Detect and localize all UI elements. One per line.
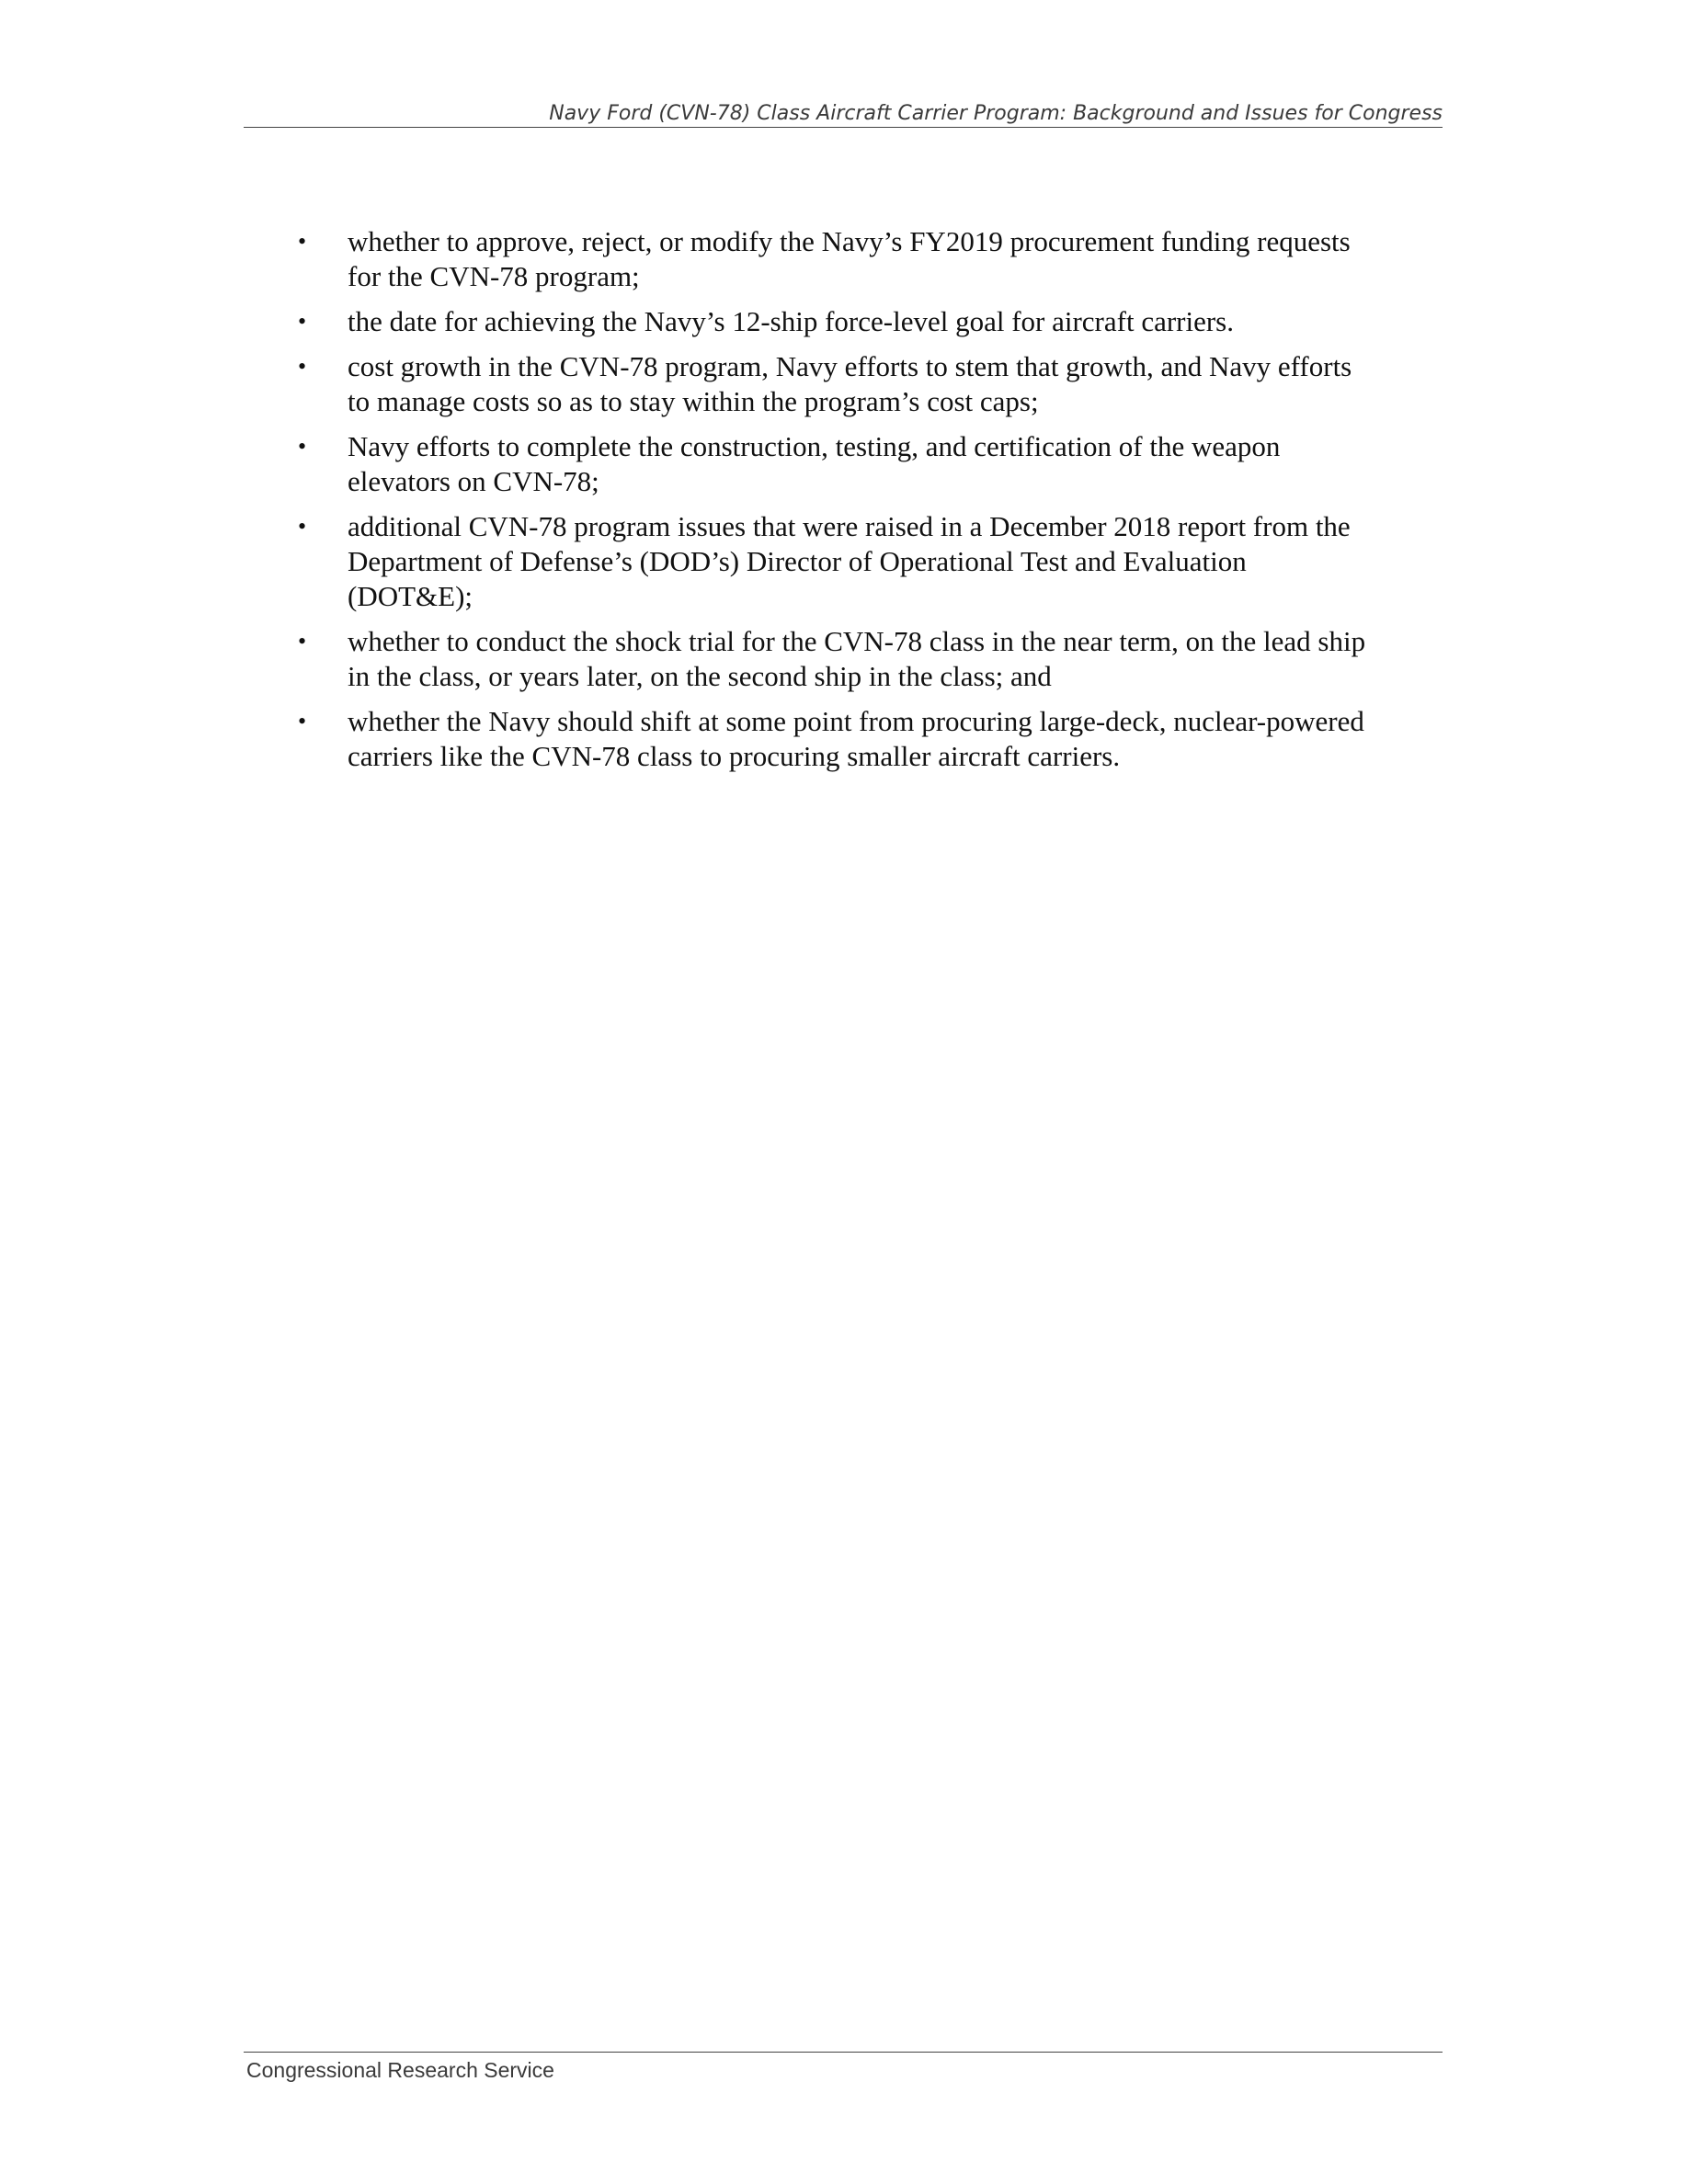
bullet-icon: •	[298, 228, 307, 255]
list-item	[292, 304, 1377, 339]
issues-list	[292, 224, 1377, 774]
bullet-icon: •	[298, 628, 307, 654]
list-item-text: Navy efforts to complete the construction, testing, and certification of the weapon elevators on CVN-78;	[348, 430, 1281, 497]
list-item	[292, 224, 1377, 294]
publisher-name: Congressional Research Service	[246, 2058, 554, 2082]
page-header	[244, 96, 1443, 128]
list-item-text: whether the Navy should shift at some point from procuring large-deck, nuclear-powered carriers like the CVN-78 class to procuring smaller aircraft carriers.	[348, 705, 1364, 772]
list-item	[292, 349, 1377, 419]
page-footer	[244, 2052, 1443, 2083]
list-item	[292, 429, 1377, 499]
list-item-text: the date for achieving the Navy’s 12-ship force-level goal for aircraft carriers.	[348, 305, 1234, 337]
bullet-icon: •	[298, 433, 307, 460]
bullet-icon: •	[298, 708, 307, 734]
list-item-text: cost growth in the CVN-78 program, Navy efforts to stem that growth, and Navy efforts to manage costs so as to stay within the program’s cost caps;	[348, 350, 1352, 417]
list-item-text: additional CVN-78 program issues that were raised in a December 2018 report from the Department of Defense’s (DOD’s) Director of Operational Test and Evaluation (DOT&E);	[348, 510, 1351, 612]
bullet-icon: •	[298, 308, 307, 335]
list-item	[292, 624, 1377, 694]
bullet-icon: •	[298, 353, 307, 380]
list-item-text: whether to approve, reject, or modify the Navy’s FY2019 procurement funding requests for the CVN-78 program;	[348, 225, 1351, 292]
bullet-icon: •	[298, 513, 307, 540]
page-body	[292, 224, 1377, 784]
list-item	[292, 704, 1377, 774]
running-title: Navy Ford (CVN-78) Class Aircraft Carrier Program: Background and Issues for Congress	[549, 102, 1443, 125]
list-item	[292, 509, 1377, 614]
list-item-text: whether to conduct the shock trial for the CVN-78 class in the near term, on the lead ship in the class, or years later, on the second ship in the class; and	[348, 625, 1366, 692]
